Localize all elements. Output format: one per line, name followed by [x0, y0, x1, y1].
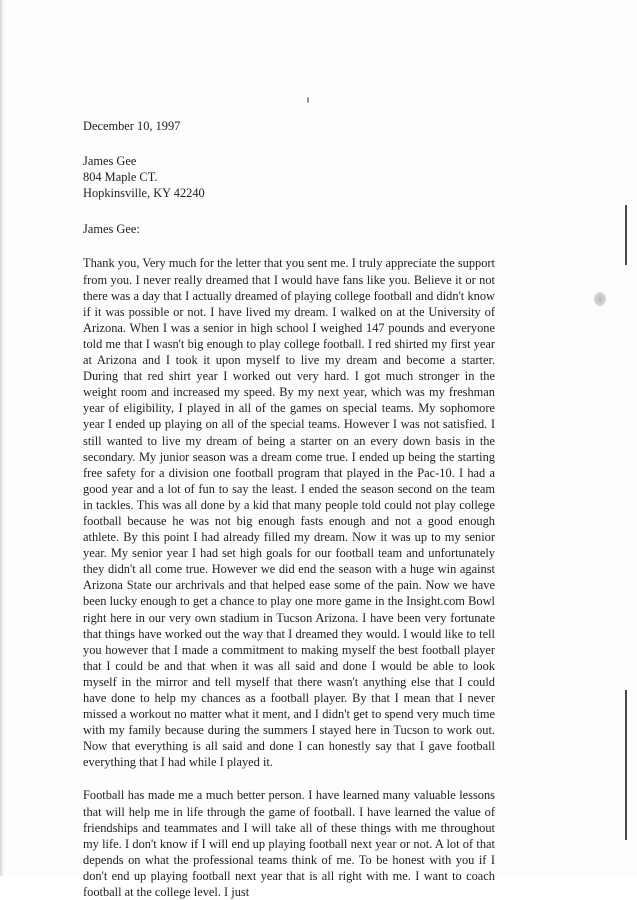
- salutation: James Gee:: [83, 222, 140, 237]
- recipient-address: [83, 153, 613, 201]
- scan-artifact-line: [625, 690, 627, 840]
- letter-date: December 10, 1997: [83, 119, 181, 133]
- scan-edge-shadow: [0, 0, 4, 876]
- recipient-name: James Gee: [83, 154, 137, 169]
- scan-artifact-speck: [307, 97, 309, 103]
- letter-body: [83, 118, 613, 900]
- scan-artifact-line: [625, 205, 627, 265]
- recipient-city-state-zip: Hopkinsville, KY 42240: [83, 186, 205, 201]
- letter-paragraph: Football has made me a much better person. I have learned many valuable lessons that will help me in life through the game of football. I have learned the value of friendships and teammates and I will take all of these things with me throughout my life. I don't know if I will end up playing football next year or not. A lot of that depends on what the professional teams think of me. To be honest with you if I don't end up playing football next year that is all right with me. I want to coach football at the college level. I just: [83, 788, 495, 900]
- letter-paragraph: Thank you, Very much for the letter that you sent me. I truly appreciate the support from you. I never really dreamed that I would have fans like you. Believe it or not there was a day that I actually dreamed of playing college football and didn't know if it was possible or not. I have lived my dream. I walked on at the University of Arizona. When I was a senior in high school I weighed 147 pounds and everyone told me that I wasn't big enough to play college football. I red shirted my first year at Arizona and I took it upon myself to live my dream and become a starter. During that red shirt year I worked out very hard. I got much stronger in the weight room and increased my speed. By my next year, which was my freshman year of eligibility, I played in all of the games on special teams. My sophomore year I ended up playing on all of the special teams. However I was not satisfied. I still wanted to live my dream of being a starter on an every down basis in the secondary. My junior season was a dream come true. I ended up being the starting free safety for a division one football program that played in the Pac-10. I had a good year and a lot of fun to say the least. I ended the season second on the team in tackles. This was all done by a kid that many people told could not play college football because he was not big enough fasts enough and not a good enough athlete. By this point I had already filled my dream. Now it was up to my senior year. My senior year I had set high goals for our football team and unfortunately they didn't all come true. However we did end the season with a huge win against Arizona State our archrivals and that helped ease some of the pain. Now we have been lucky enough to get a chance to play one more game in the Insight.com Bowl right here in our very own stadium in Tucson Arizona. I have been very fortunate that things have worked out the way that I dreamed they would. I would like to tell you however that I made a commitment to making myself the best football player that I could be and that when it was all said and done I would be able to look myself in the mirror and tell myself that there wasn't anything else that I could have done to help my chances as a football player. By that I mean that I never missed a workout no matter what it ment, and I didn't get to spend very much time with my family because during the summers I stayed here in Tucson to work out. Now that everything is all said and done I can honestly say that I gave football everything that I had while I played it.: [83, 256, 495, 770]
- recipient-street: 804 Maple CT.: [83, 170, 158, 185]
